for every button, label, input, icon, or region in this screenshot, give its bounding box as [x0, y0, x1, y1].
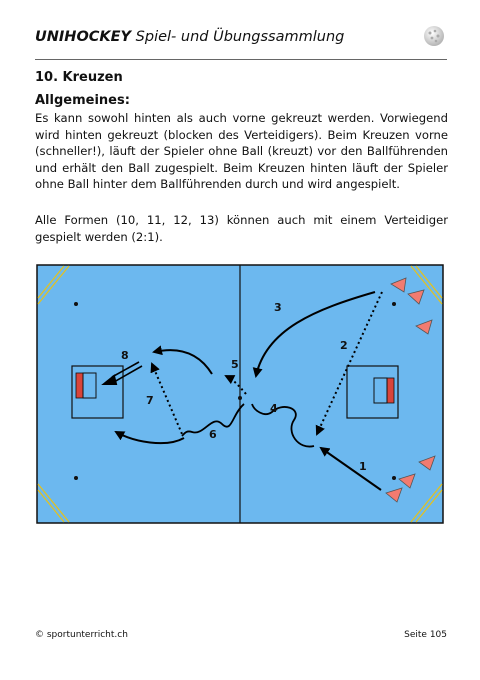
unihockey-ball-icon [423, 25, 445, 47]
footer-page-number: Seite 105 [404, 630, 447, 640]
label-2: 2 [340, 339, 348, 352]
drill-diagram [36, 264, 444, 524]
header-title-bold: UNIHOCKEY [35, 29, 132, 45]
label-1: 1 [359, 460, 367, 473]
label-8: 8 [121, 349, 129, 362]
paragraph-variants: Alle Formen (10, 11, 12, 13) können auch mit einem Verteidiger gespielt werden (2:1). [35, 213, 448, 244]
goal-left [76, 373, 83, 398]
paragraph-general: Es kann sowohl hinten als auch vorne gekreuzt werden. Vorwiegend wird hinten gekreuzt (blocken des Verteidigers). Beim Kreuzen vorne (schneller!), läuft der Spieler ohne Ball (kreuzt) vor den Ballführenden und erhält den Ball zugespielt. Beim Kreuzen hinten läuft der Spieler ohne Ball hinter dem Ballführenden durch und wird angespielt. [35, 111, 448, 192]
section-title: 10. Kreuzen [35, 70, 123, 85]
label-4: 4 [270, 402, 278, 415]
label-6: 6 [209, 428, 217, 441]
header-title [35, 29, 344, 45]
label-7: 7 [146, 394, 154, 407]
label-5: 5 [231, 358, 239, 371]
header-title-rest: Spiel- und Übungssammlung [131, 29, 345, 45]
footer-copyright: © sportunterricht.ch [35, 630, 128, 640]
goal-right [387, 378, 394, 403]
header-divider [35, 59, 447, 60]
page-header [35, 25, 445, 59]
section-subtitle: Allgemeines: [35, 93, 130, 108]
label-3: 3 [274, 301, 282, 314]
center-spot [238, 396, 242, 400]
